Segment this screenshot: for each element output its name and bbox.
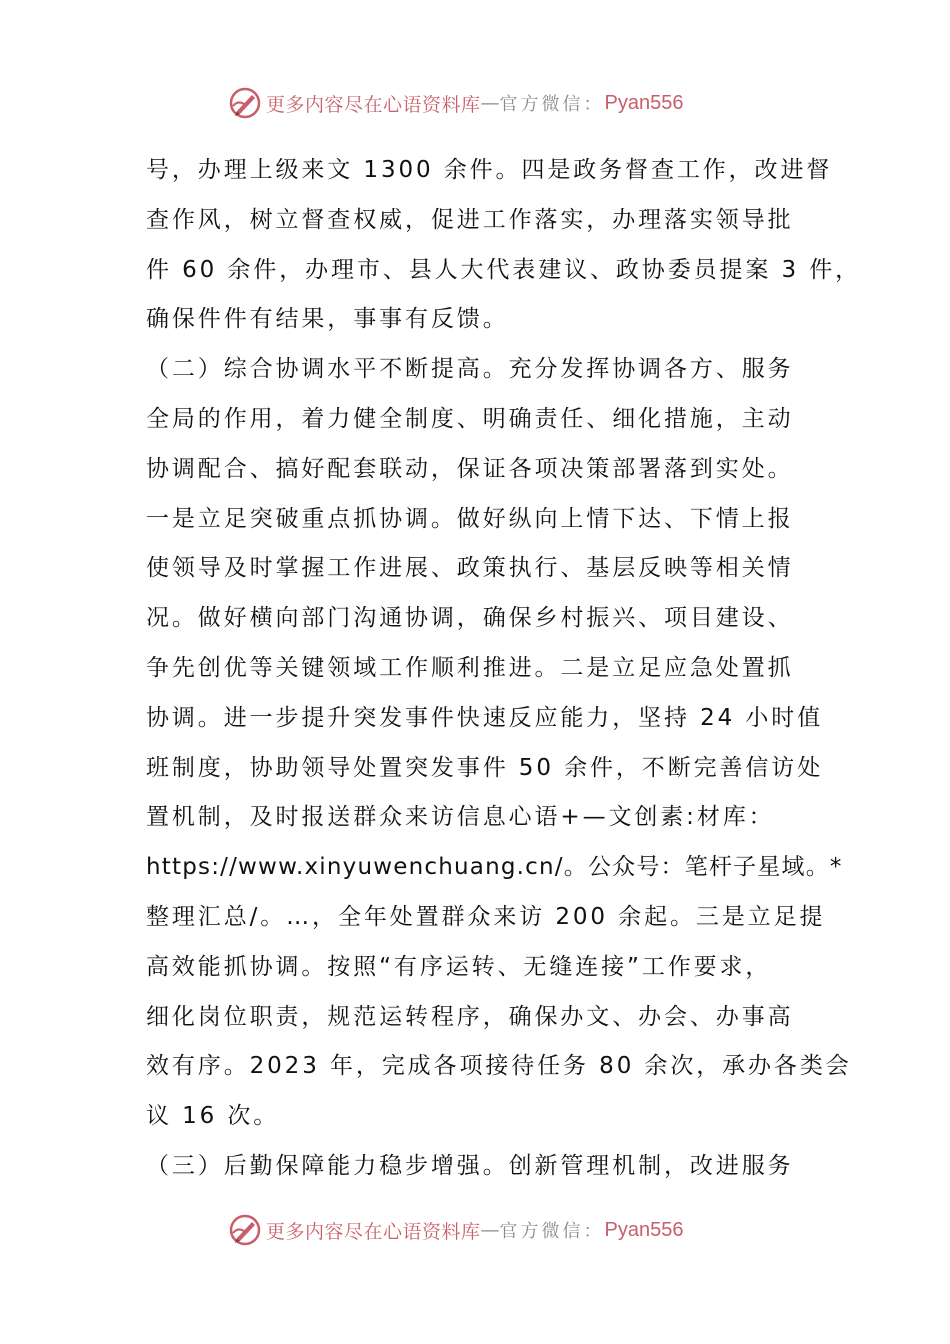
- body-line: 确保件件有结果，事事有反馈。: [146, 306, 509, 333]
- body-line: 况。做好横向部门沟通协调，确保乡村振兴、项目建设、: [146, 605, 794, 632]
- body-line: 争先创优等关键领域工作顺利推进。二是立足应急处置抓: [146, 654, 794, 681]
- watermark-text: 更多内容尽在心语资料库: [266, 93, 481, 116]
- watermark-official-label: 官方微信：: [499, 1221, 605, 1242]
- watermark-dash: —: [480, 92, 500, 114]
- body-line: 一是立足突破重点抓协调。做好纵向上情下达、下情上报: [146, 505, 794, 532]
- body-line: （三）后勤保障能力稳步增强。创新管理机制，改进服务: [146, 1152, 794, 1179]
- body-line: 件 60 余件，办理市、县人大代表建议、政协委员提案 3 件，: [146, 256, 862, 283]
- body-line-url: https://www.xinyuwenchuang.cn/。公众号：笔杆子星域。*: [146, 854, 843, 881]
- watermark-wechat-id: Pyan556: [604, 91, 684, 114]
- header-watermark: [228, 84, 683, 122]
- body-line: 使领导及时掌握工作进展、政策执行、基层反映等相关情: [146, 555, 794, 582]
- watermark-wechat-id: Pyan556: [604, 1218, 684, 1241]
- body-line: （二）综合协调水平不断提高。充分发挥协调各方、服务: [146, 356, 794, 383]
- body-line: 协调配合、搞好配套联动，保证各项决策部署落到实处。: [146, 455, 794, 482]
- body-line: 整理汇总/。…，全年处置群众来访 200 余起。三是立足提: [146, 903, 826, 930]
- watermark-official-label: 官方微信：: [499, 94, 605, 115]
- body-line: 协调。进一步提升突发事件快速反应能力，坚持 24 小时值: [146, 704, 824, 731]
- body-line: 议 16 次。: [146, 1103, 280, 1130]
- pen-circle-logo-icon: [228, 86, 262, 120]
- body-line: 号，办理上级来文 1300 余件。四是政务督查工作，改进督: [146, 157, 833, 183]
- watermark-text: 更多内容尽在心语资料库: [266, 1220, 481, 1243]
- body-line: 置机制，及时报送群众来访信息心语+—文创素:材库：: [146, 804, 775, 831]
- body-line: 全局的作用，着力健全制度、明确责任、细化措施，主动: [146, 405, 794, 432]
- footer-watermark: [228, 1211, 683, 1249]
- document-body: [146, 146, 862, 1192]
- body-line: 细化岗位职责，规范运转程序，确保办文、办会、办事高: [146, 1003, 794, 1030]
- body-line: 班制度，协助领导处置突发事件 50 余件，不断完善信访处: [146, 754, 824, 781]
- watermark-dash: —: [480, 1219, 500, 1241]
- body-line: 效有序。2023 年，完成各项接待任务 80 余次，承办各类会: [146, 1053, 852, 1080]
- body-line: 高效能抓协调。按照“有序运转、无缝连接”工作要求，: [146, 953, 772, 980]
- pen-circle-logo-icon: [228, 1213, 262, 1247]
- body-line: 查作风，树立督查权威，促进工作落实，办理落实领导批: [146, 206, 794, 233]
